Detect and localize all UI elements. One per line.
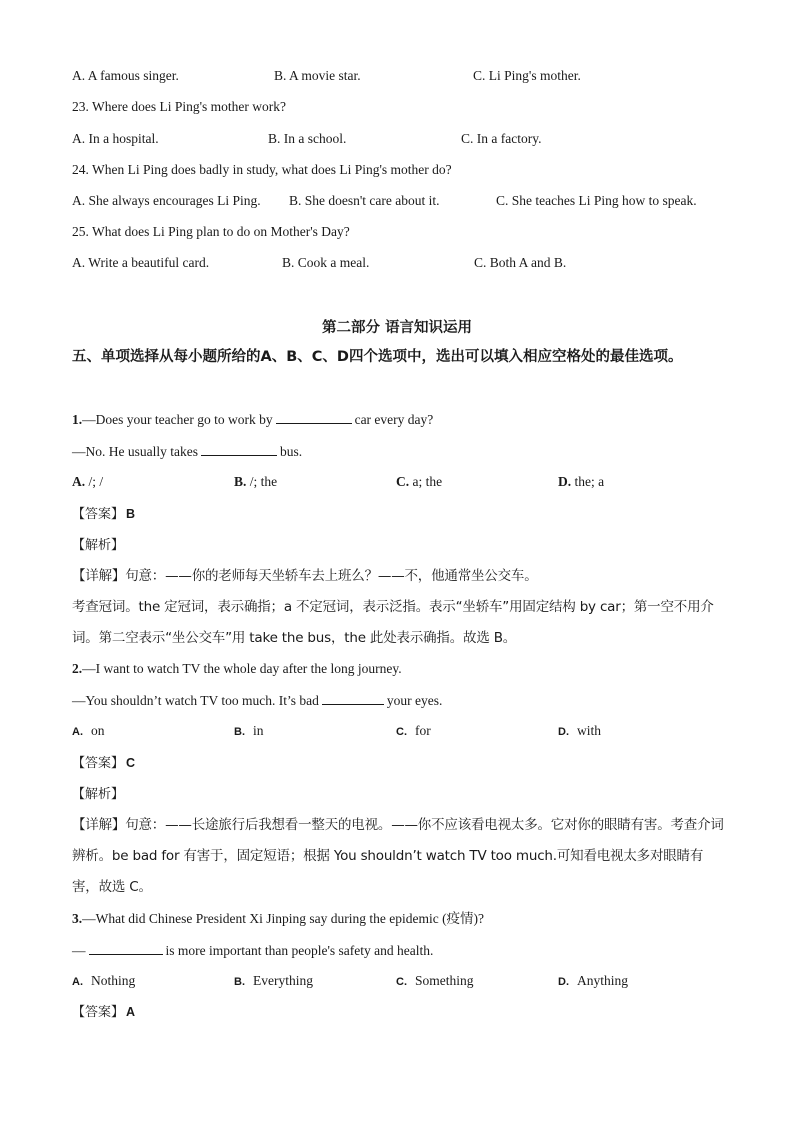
q2-analysis-label: 【解析】 xyxy=(72,787,125,802)
q3-line1 xyxy=(72,909,722,929)
q1-line2-text-a: —No. He usually takes xyxy=(72,444,198,459)
q24-option-a: A. She always encourages Li Ping. xyxy=(72,193,261,208)
q3-option-d: D. Anything xyxy=(558,973,629,988)
q1-option-c: C. a; the xyxy=(396,474,443,489)
q1-option-a: A. /; / xyxy=(72,474,104,489)
q3-line2 xyxy=(72,940,722,961)
q24-option-c: C. She teaches Li Ping how to speak. xyxy=(496,193,697,208)
q3-line2-text-a: — xyxy=(72,943,86,958)
q1-option-b: B. /; the xyxy=(234,474,278,489)
q3-option-b: B. Everything xyxy=(234,973,313,988)
q23-option-c: C. In a factory. xyxy=(461,131,542,146)
q25-stem: 25. What does Li Ping plan to do on Mother's Day? xyxy=(72,224,350,239)
q3-number: 3. xyxy=(72,911,83,926)
q22-option-a: A. A famous singer. xyxy=(72,68,179,83)
q1-detail-1: 【详解】句意：——你的老师每天坐轿车去上班么？——不，他通常坐公交车。 xyxy=(72,568,538,584)
q1-text-b: car every day? xyxy=(354,412,434,427)
q2-option-c: C. for xyxy=(396,723,431,738)
q3-option-c: C. Something xyxy=(396,973,474,988)
q1-blank-1 xyxy=(276,409,352,424)
q23-option-b: B. In a school. xyxy=(268,131,347,146)
q1-line2 xyxy=(72,441,722,462)
q2-answer: 【答案】 C xyxy=(72,756,136,771)
q1-detail-2: 考查冠词。the 定冠词，表示确指；a 不定冠词，表示泛指。表示“坐轿车”用固定结构 by car；第一空不用介词。第二空表示“坐公交车”用 take the bus，the 此处表示确指。故选 B。 xyxy=(72,599,714,646)
q3-text: —What did Chinese President Xi Jinping say during the epidemic (疫情)? xyxy=(82,911,485,926)
q22-option-c: C. Li Ping's mother. xyxy=(473,68,581,83)
q3-blank xyxy=(89,940,163,955)
section-title: 第二部分 语言知识运用 xyxy=(321,320,473,336)
q1-blank-2 xyxy=(201,441,277,456)
q2-text: —I want to watch TV the whole day after the long journey. xyxy=(82,661,402,676)
q1-line2-text-b: bus. xyxy=(279,444,303,459)
q1-analysis-label: 【解析】 xyxy=(72,538,125,553)
q22-option-b: B. A movie star. xyxy=(274,68,361,83)
q2-line1 xyxy=(72,659,722,679)
q3-option-a: A. Nothing xyxy=(72,973,136,988)
q25-option-a: A. Write a beautiful card. xyxy=(72,255,210,270)
q25-option-b: B. Cook a meal. xyxy=(282,255,370,270)
q1-answer: 【答案】 B xyxy=(72,507,136,522)
q1-number: 1. xyxy=(72,412,83,427)
q25-option-c: C. Both A and B. xyxy=(474,255,567,270)
q2-detail: 【详解】句意：——长途旅行后我想看一整天的电视。——你不应该看电视太多。它对你的眼睛有害。考查介词辨析。be bad for 有害于，固定短语；根据 You shouldn’t watch TV too much.可知看电视太多对眼睛有害，故选 C。 xyxy=(72,817,724,895)
q2-line2 xyxy=(72,690,722,711)
q24-option-b: B. She doesn't care about it. xyxy=(289,193,440,208)
q23-stem: 23. Where does Li Ping's mother work? xyxy=(72,99,287,114)
q3-answer: 【答案】 A xyxy=(72,1005,136,1020)
q2-option-a: A. on xyxy=(72,723,105,738)
q2-line2-text-b: your eyes. xyxy=(386,693,443,708)
q2-option-d: D. with xyxy=(558,723,602,738)
q2-number: 2. xyxy=(72,661,83,676)
q2-line2-text-a: —You shouldn’t watch TV too much. It’s bad xyxy=(72,693,319,708)
q1-text-a: —Does your teacher go to work by xyxy=(82,412,273,427)
q1-option-d: D. the; a xyxy=(558,474,605,489)
q3-line2-text-b: is more important than people's safety and health. xyxy=(165,943,434,958)
q2-blank xyxy=(322,690,384,705)
q1-line1 xyxy=(72,409,722,430)
q2-option-b: B. in xyxy=(234,723,264,738)
section-instruction: 五、单项选择从每小题所给的A、B、C、D四个选项中，选出可以填入相应空格处的最佳选项。 xyxy=(72,349,683,365)
q24-stem: 24. When Li Ping does badly in study, what does Li Ping's mother do? xyxy=(72,162,452,177)
q23-option-a: A. In a hospital. xyxy=(72,131,159,146)
